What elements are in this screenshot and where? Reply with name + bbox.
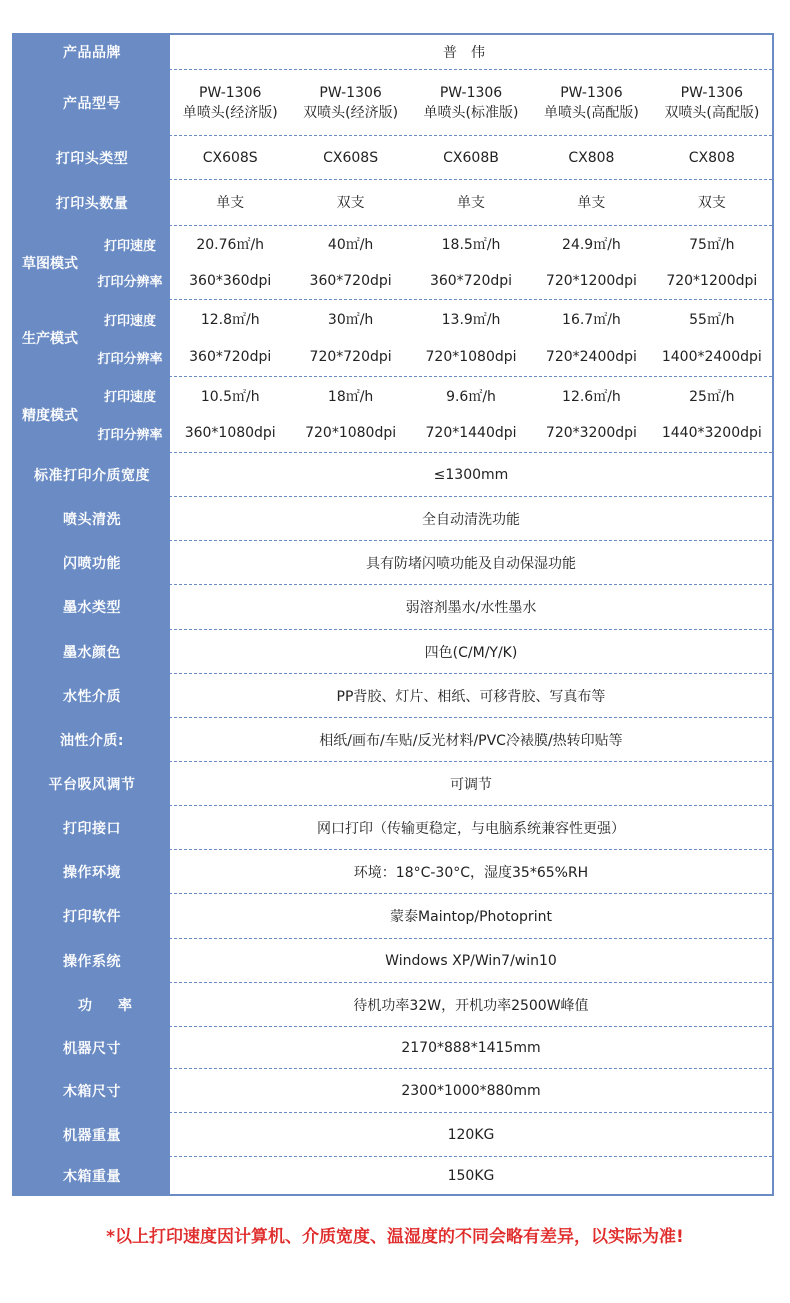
row-machine-weight <box>14 1113 772 1157</box>
speed-cell: 9.6㎡/h <box>446 388 496 405</box>
speed-label: 打印速度 <box>103 238 156 254</box>
row-flash-spray <box>14 541 772 585</box>
resolution-cell: 1400*2400dpi <box>661 349 762 365</box>
head-count-cell: 单支 <box>577 194 606 211</box>
model-name: PW-1306 <box>680 84 744 101</box>
head-type-cell: CX608S <box>323 149 379 166</box>
model-cell <box>652 70 772 135</box>
row-water-media <box>14 674 772 718</box>
row-value: 蒙泰Maintop/Photoprint <box>390 909 552 925</box>
head-count-cell: 双支 <box>336 194 365 211</box>
row-head-type <box>14 136 772 180</box>
row-label: 木箱尺寸 <box>63 1083 121 1100</box>
row-value: PP背胶、灯片、相纸、可移背胶、写真布等 <box>336 688 606 705</box>
row-value: 可调节 <box>450 776 492 793</box>
row-value: 全自动清洗功能 <box>422 511 520 528</box>
resolution-cell: 720*720dpi <box>309 349 392 365</box>
row-label: 打印头数量 <box>55 195 129 212</box>
row-value: 相纸/画布/车贴/反光材料/PVC冷裱膜/热转印贴等 <box>319 732 623 749</box>
row-value: 150KG <box>447 1167 495 1184</box>
row-value: 四色(C/M/Y/K) <box>424 644 518 661</box>
model-variant: 单喷头(高配版) <box>543 104 639 121</box>
speed-cell: 12.8㎡/h <box>200 312 260 328</box>
speed-cell: 75㎡/h <box>689 237 735 254</box>
row-label: 机器尺寸 <box>63 1040 121 1057</box>
model-name: PW-1306 <box>199 84 262 101</box>
row-label: 产品型号 <box>63 95 121 112</box>
row-label: 墨水类型 <box>63 600 121 616</box>
head-type-cell: CX808 <box>568 149 615 166</box>
model-cell <box>531 70 651 135</box>
row-ink-color <box>14 630 772 674</box>
row-value: 具有防堵闪喷功能及自动保湿功能 <box>366 555 576 572</box>
resolution-label: 打印分辨率 <box>97 427 163 443</box>
head-count-cell: 双支 <box>697 194 726 211</box>
model-name: PW-1306 <box>439 84 503 101</box>
model-variant: 单喷头(标准版) <box>423 104 519 121</box>
model-variant: 双喷头(经济版) <box>303 104 399 121</box>
mode-label: 精度模式 <box>22 407 78 424</box>
speed-cell: 18.5㎡/h <box>441 237 501 254</box>
row-label: 油性介质: <box>59 732 125 749</box>
head-type-cell: CX808 <box>688 149 735 166</box>
row-value: 120KG <box>447 1126 495 1143</box>
speed-cell: 10.5㎡/h <box>200 388 260 405</box>
speed-cell: 25㎡/h <box>689 388 735 405</box>
row-crate-size <box>14 1069 772 1113</box>
row-label: 操作系统 <box>63 953 121 970</box>
speed-cell: 24.9㎡/h <box>562 237 621 254</box>
brand-value: 普伟 <box>443 45 499 61</box>
row-label: 标准打印介质宽度 <box>34 467 150 484</box>
row-media-width <box>14 453 772 497</box>
row-software <box>14 894 772 939</box>
row-label: 平台吸风调节 <box>48 776 136 793</box>
row-machine-size <box>14 1027 772 1069</box>
resolution-cell: 360*1080dpi <box>184 425 276 442</box>
resolution-label: 打印分辨率 <box>97 351 163 367</box>
row-brand <box>14 35 772 70</box>
resolution-cell: 720*1200dpi <box>666 272 758 289</box>
speed-cell: 13.9㎡/h <box>441 312 501 328</box>
row-ink-type <box>14 585 772 630</box>
row-value: Windows XP/Win7/win10 <box>385 952 557 969</box>
row-value: 弱溶剂墨水/水性墨水 <box>405 600 537 616</box>
resolution-cell: 360*360dpi <box>189 272 272 289</box>
resolution-cell: 720*1200dpi <box>545 272 637 289</box>
model-variant: 双喷头(高配版) <box>664 104 760 121</box>
row-label: 喷头清洗 <box>63 511 121 528</box>
row-crate-weight <box>14 1157 772 1194</box>
row-label: 产品品牌 <box>63 45 121 61</box>
row-mode-production <box>14 300 772 377</box>
model-cell <box>411 70 531 135</box>
row-value: 环境：18°C-30°C，湿度35*65%RH <box>353 864 589 881</box>
model-cell <box>290 70 410 135</box>
row-power <box>14 983 772 1027</box>
spec-table <box>12 33 774 1196</box>
head-type-cell: CX608S <box>202 149 258 166</box>
row-model <box>14 70 772 136</box>
row-value: 2300*1000*880mm <box>401 1082 541 1099</box>
row-environment <box>14 850 772 894</box>
row-label: 木箱重量 <box>63 1168 121 1185</box>
resolution-cell: 720*3200dpi <box>545 425 637 442</box>
speed-label: 打印速度 <box>103 390 156 406</box>
footnote: *以上打印速度因计算机、介质宽度、温湿度的不同会略有差异，以实际为准! <box>106 1227 684 1247</box>
row-mode-draft <box>14 226 772 300</box>
row-label: 打印软件 <box>63 909 121 925</box>
model-variant: 单喷头(经济版) <box>182 104 278 121</box>
row-label: 机器重量 <box>63 1127 121 1144</box>
row-label: 功率 <box>78 997 158 1014</box>
resolution-label: 打印分辨率 <box>97 275 163 291</box>
row-label: 闪喷功能 <box>63 555 121 572</box>
speed-cell: 16.7㎡/h <box>562 312 621 328</box>
row-value: 2170*888*1415mm <box>401 1039 541 1056</box>
speed-cell: 18㎡/h <box>327 388 374 405</box>
mode-label: 生产模式 <box>22 331 78 347</box>
row-head-count <box>14 180 772 226</box>
row-label: 墨水颜色 <box>63 644 121 661</box>
row-value: ≤1300mm <box>433 466 509 483</box>
row-label: 打印头类型 <box>55 150 129 167</box>
resolution-cell: 360*720dpi <box>429 272 513 289</box>
resolution-cell: 720*1080dpi <box>305 425 397 442</box>
head-count-cell: 单支 <box>457 194 486 211</box>
resolution-cell: 360*720dpi <box>189 349 272 365</box>
speed-cell: 55㎡/h <box>689 312 735 328</box>
resolution-cell: 720*1080dpi <box>425 349 517 365</box>
resolution-cell: 720*2400dpi <box>545 349 637 365</box>
row-head-cleaning <box>14 497 772 541</box>
row-label: 操作环境 <box>63 864 121 881</box>
head-type-cell: CX608B <box>443 149 499 166</box>
model-cell <box>170 70 290 135</box>
mode-label: 草图模式 <box>22 255 78 272</box>
head-count-cell: 单支 <box>216 194 245 211</box>
row-vacuum <box>14 762 772 806</box>
speed-cell: 40㎡/h <box>327 237 374 254</box>
speed-cell: 30㎡/h <box>327 312 374 328</box>
row-solvent-media <box>14 718 772 762</box>
speed-cell: 20.76㎡/h <box>196 237 265 254</box>
row-value: 待机功率32W，开机功率2500W峰值 <box>353 997 589 1014</box>
row-os <box>14 939 772 983</box>
resolution-cell: 1440*3200dpi <box>661 425 762 442</box>
speed-label: 打印速度 <box>103 313 156 329</box>
row-mode-precision <box>14 377 772 453</box>
row-label: 打印接口 <box>63 820 121 837</box>
resolution-cell: 720*1440dpi <box>425 425 517 442</box>
row-label: 水性介质 <box>63 688 121 705</box>
speed-cell: 12.6㎡/h <box>562 388 621 405</box>
resolution-cell: 360*720dpi <box>309 272 392 289</box>
model-name: PW-1306 <box>319 84 382 101</box>
model-name: PW-1306 <box>560 84 623 101</box>
row-value: 网口打印（传输更稳定，与电脑系统兼容性更强） <box>317 820 625 837</box>
row-interface <box>14 806 772 850</box>
